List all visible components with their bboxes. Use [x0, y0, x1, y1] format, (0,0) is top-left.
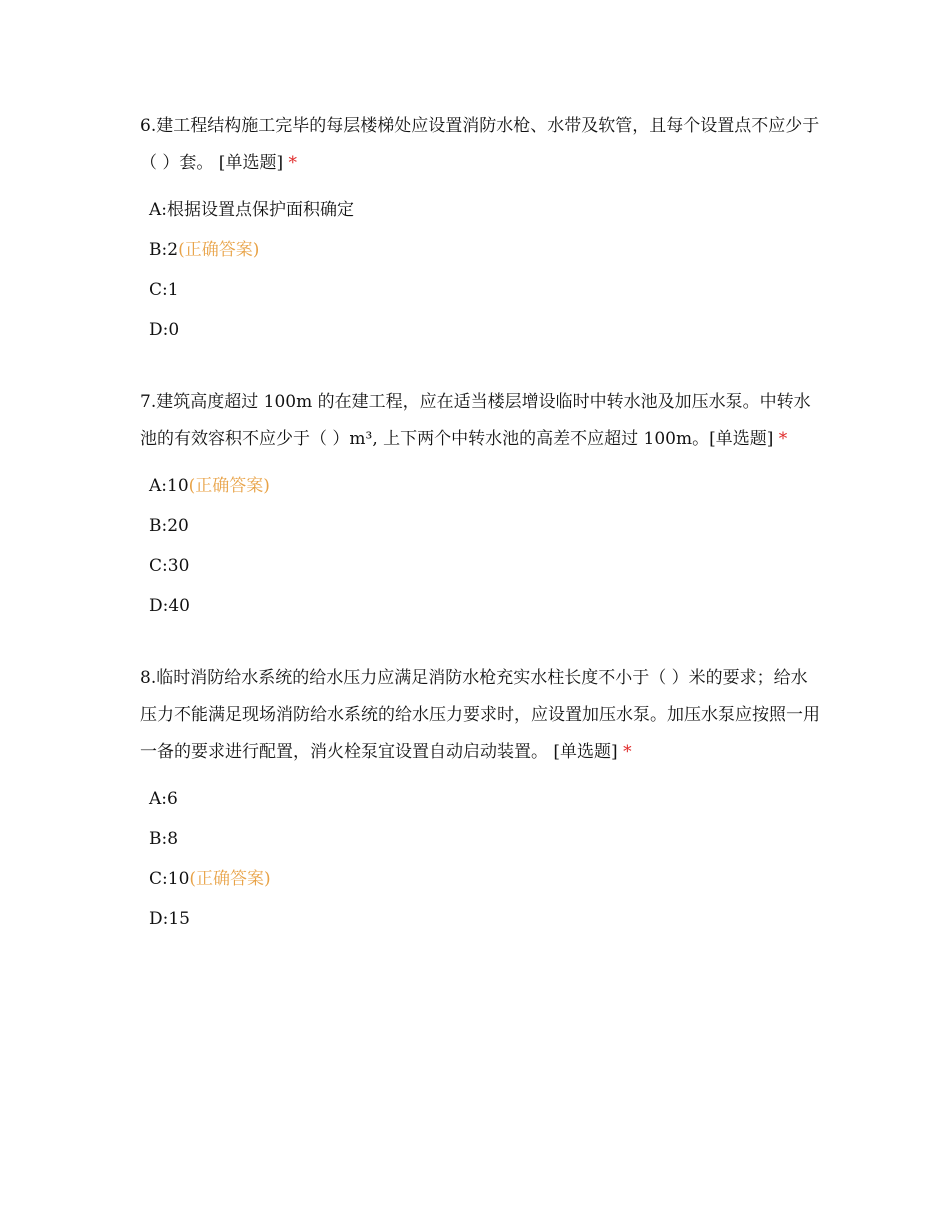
option-text: 根据设置点保护面积确定 [167, 200, 355, 220]
option-text: 1 [167, 280, 179, 300]
required-mark: * [283, 153, 297, 173]
question-type-tag: [单选题] [709, 429, 774, 449]
question-body: 建工程结构施工完毕的每层楼梯处应设置消防水枪、水带及软管，且每个设置点不应少于（ ）套。 [140, 116, 820, 173]
question-number: 6. [140, 116, 157, 136]
question-text [140, 108, 820, 182]
option-c[interactable] [149, 270, 820, 310]
correct-answer-note: (正确答案) [188, 476, 270, 496]
option-label: A: [149, 789, 168, 809]
option-b[interactable] [149, 819, 820, 859]
correct-answer-note: (正确答案) [189, 869, 271, 889]
option-text: 2 [167, 240, 179, 260]
options-list [140, 190, 820, 350]
correct-answer-note: (正确答案) [178, 240, 260, 260]
option-c[interactable] [149, 546, 820, 586]
quiz-page [140, 108, 820, 973]
option-a[interactable] [149, 466, 820, 506]
question-7 [140, 384, 820, 626]
required-mark: * [617, 742, 632, 762]
option-text: 40 [168, 596, 190, 616]
question-type-tag: [单选题] [548, 742, 618, 762]
option-label: C: [149, 280, 168, 300]
option-c[interactable] [149, 859, 820, 899]
option-text: 6 [167, 789, 178, 809]
option-label: B: [149, 829, 168, 849]
option-label: A: [149, 200, 168, 220]
question-type-tag: [单选题] [213, 153, 284, 173]
option-text: 10 [167, 869, 190, 889]
question-body: 临时消防给水系统的给水压力应满足消防水枪充实水柱长度不小于（ ）米的要求；给水压力不能满足现场消防给水系统的给水压力要求时，应设置加压水泵。加压水泵应按照一用一备的要求进行配置，消火栓泵宜设置自动启动装置。 [140, 668, 820, 762]
option-d[interactable] [149, 899, 820, 939]
option-label: C: [149, 869, 168, 889]
option-label: D: [149, 909, 169, 929]
question-number: 7. [140, 392, 157, 412]
question-number: 8. [140, 668, 157, 688]
option-text: 30 [167, 556, 190, 576]
question-6 [140, 108, 820, 350]
question-8 [140, 660, 820, 939]
required-mark: * [773, 429, 788, 449]
option-b[interactable] [149, 230, 820, 270]
option-label: A: [149, 476, 168, 496]
options-list [140, 466, 820, 626]
option-label: C: [149, 556, 168, 576]
option-label: D: [149, 320, 169, 340]
option-label: B: [149, 516, 168, 536]
question-body: 建筑高度超过 100m 的在建工程，应在适当楼层增设临时中转水池及加压水泵。中转水池的有效容积不应少于（ ）m³, 上下两个中转水池的高差不应超过 100m。 [140, 392, 811, 449]
option-b[interactable] [149, 506, 820, 546]
option-text: 0 [168, 320, 180, 340]
question-text [140, 660, 820, 771]
option-text: 8 [167, 829, 179, 849]
option-label: D: [149, 596, 169, 616]
option-label: B: [149, 240, 168, 260]
options-list [140, 779, 820, 939]
option-a[interactable] [149, 779, 820, 819]
option-a[interactable] [149, 190, 820, 230]
option-text: 20 [167, 516, 189, 536]
option-d[interactable] [149, 586, 820, 626]
option-text: 10 [167, 476, 189, 496]
option-d[interactable] [149, 310, 820, 350]
option-text: 15 [168, 909, 190, 929]
question-text [140, 384, 820, 458]
